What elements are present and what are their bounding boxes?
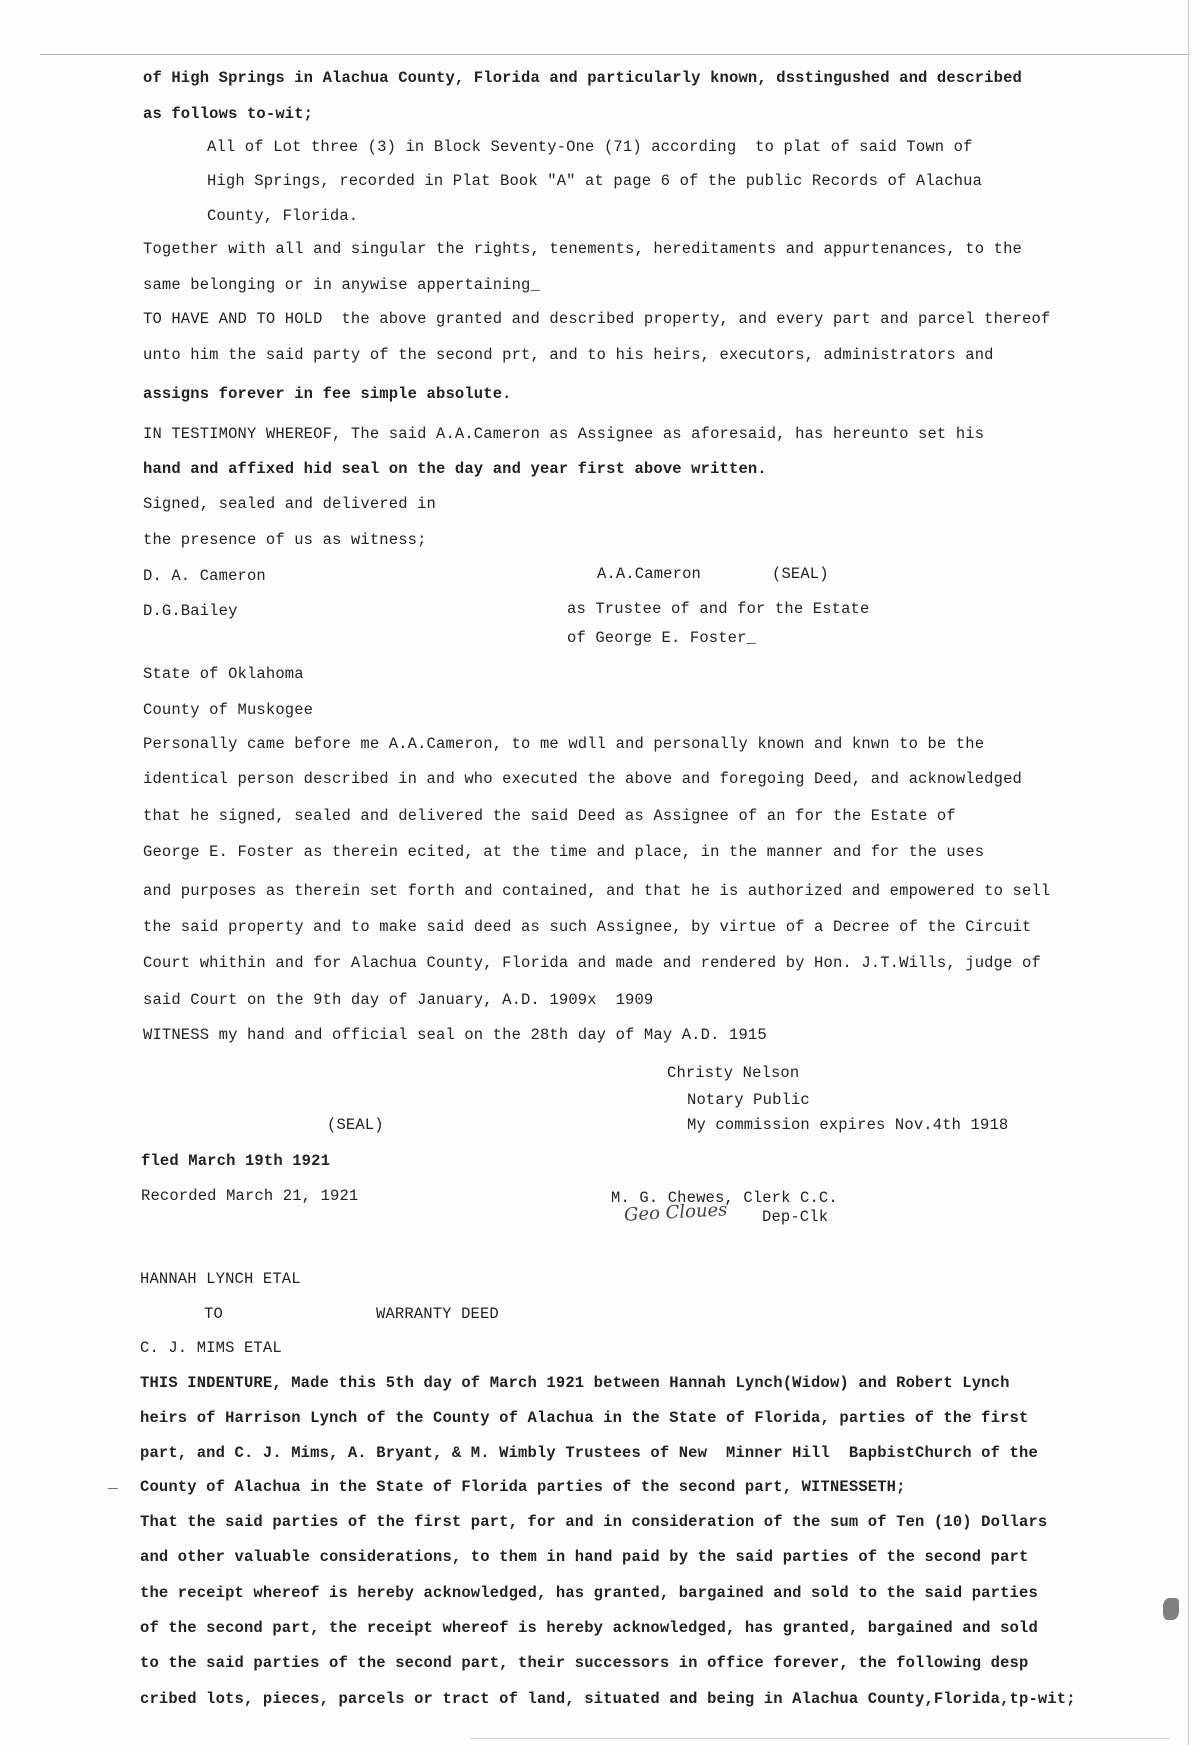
recorded-date: Recorded March 21, 1921 <box>141 1187 359 1205</box>
text-line: THIS INDENTURE, Made this 5th day of March 1921 between Hannah Lynch(Widow) and Robert Lynch <box>140 1374 1010 1392</box>
margin-mark <box>108 1488 118 1489</box>
deputy-clerk-label: Dep-Clk <box>762 1208 829 1226</box>
deed-type-heading: WARRANTY DEED <box>376 1305 499 1323</box>
venue-state: State of Oklahoma <box>143 665 304 683</box>
text-line: heirs of Harrison Lynch of the County of Alachua in the State of Florida, parties of the first <box>140 1409 1029 1427</box>
text-line: WITNESS my hand and official seal on the 28th day of May A.D. 1915 <box>143 1026 767 1044</box>
bottom-edge-rule <box>470 1738 1170 1739</box>
text-line: cribed lots, pieces, parcels or tract of land, situated and being in Alachua County,Florida,tp-wit; <box>140 1690 1076 1708</box>
text-line: of High Springs in Alachua County, Florida and particularly known, dsstingushed and described <box>143 69 1022 87</box>
notary-commission: My commission expires Nov.4th 1918 <box>687 1116 1009 1134</box>
text-line: IN TESTIMONY WHEREOF, The said A.A.Cameron as Assignee as aforesaid, has hereunto set his <box>143 425 985 443</box>
text-line: hand and affixed hid seal on the day and year first above written. <box>143 460 767 478</box>
venue-county: County of Muskogee <box>143 701 314 719</box>
text-line: and other valuable considerations, to them in hand paid by the said parties of the second part <box>140 1548 1029 1566</box>
seal-label: (SEAL) <box>772 565 829 583</box>
text-line: TO HAVE AND TO HOLD the above granted and described property, and every part and parcel thereof <box>143 310 1051 328</box>
text-line: the presence of us as witness; <box>143 531 427 549</box>
text-line: of George E. Foster_ <box>567 629 757 647</box>
text-line: and purposes as therein set forth and contained, and that he is authorized and empowered to sell <box>143 882 1051 900</box>
witness-name: D. A. Cameron <box>143 567 266 585</box>
grantor-heading: HANNAH LYNCH ETAL <box>140 1270 301 1288</box>
witness-name: D.G.Bailey <box>143 602 238 620</box>
text-line: That the said parties of the first part, for and in consideration of the sum of Ten (10) Dollars <box>140 1513 1048 1531</box>
filed-date: fled March 19th 1921 <box>141 1152 331 1170</box>
clerk-name: M. G. Chewes, Clerk C.C. <box>611 1189 838 1207</box>
text-line: identical person described in and who executed the above and foregoing Deed, and acknowledged <box>143 770 1022 788</box>
page-right-edge <box>1188 0 1189 1745</box>
text-line: to the said parties of the second part, their successors in office forever, the following desp <box>140 1654 1029 1672</box>
text-line: George E. Foster as therein ecited, at the time and place, in the manner and for the uses <box>143 843 985 861</box>
text-line: said Court on the 9th day of January, A.D. 1909x 1909 <box>143 991 654 1009</box>
to-label: TO <box>204 1305 223 1323</box>
text-line: Court whithin and for Alachua County, Florida and made and rendered by Hon. J.T.Wills, judge of <box>143 954 1041 972</box>
text-line: County of Alachua in the State of Florida parties of the second part, WITNESSETH; <box>140 1478 906 1496</box>
text-line: part, and C. J. Mims, A. Bryant, & M. Wimbly Trustees of New Minner Hill BapbistChurch of the <box>140 1444 1038 1462</box>
text-line: All of Lot three (3) in Block Seventy-One (71) according to plat of said Town of <box>207 138 973 156</box>
text-line: unto him the said party of the second prt, and to his heirs, executors, administrators and <box>143 346 994 364</box>
text-line: Personally came before me A.A.Cameron, to me wdll and personally known and knwn to be the <box>143 735 985 753</box>
text-line: as follows to-wit; <box>143 105 314 123</box>
text-line: Together with all and singular the rights, tenements, hereditaments and appurtenances, to the <box>143 240 1022 258</box>
text-line: same belonging or in anywise appertaining_ <box>143 276 540 294</box>
text-line: as Trustee of and for the Estate <box>567 600 870 618</box>
notary-title: Notary Public <box>687 1091 810 1109</box>
signer-name: A.A.Cameron <box>597 565 701 583</box>
top-edge-rule <box>40 54 1190 55</box>
seal-label: (SEAL) <box>327 1116 384 1134</box>
text-line: County, Florida. <box>207 207 359 225</box>
text-line: that he signed, sealed and delivered the said Deed as Assignee of an for the Estate of <box>143 807 956 825</box>
handwritten-signature: Geo Cloues <box>623 1199 728 1226</box>
text-line: of the second part, the receipt whereof is hereby acknowledged, has granted, bargained and sold <box>140 1619 1038 1637</box>
grantee-heading: C. J. MIMS ETAL <box>140 1339 282 1357</box>
text-line: the said property and to make said deed as such Assignee, by virtue of a Decree of the Circuit <box>143 918 1032 936</box>
staple-mark <box>1163 1598 1179 1620</box>
text-line: the receipt whereof is hereby acknowledged, has granted, bargained and sold to the said parties <box>140 1584 1038 1602</box>
text-line: High Springs, recorded in Plat Book "A" at page 6 of the public Records of Alachua <box>207 172 983 190</box>
text-line: Signed, sealed and delivered in <box>143 495 436 513</box>
notary-name: Christy Nelson <box>667 1064 800 1082</box>
text-line: assigns forever in fee simple absolute. <box>143 385 512 403</box>
